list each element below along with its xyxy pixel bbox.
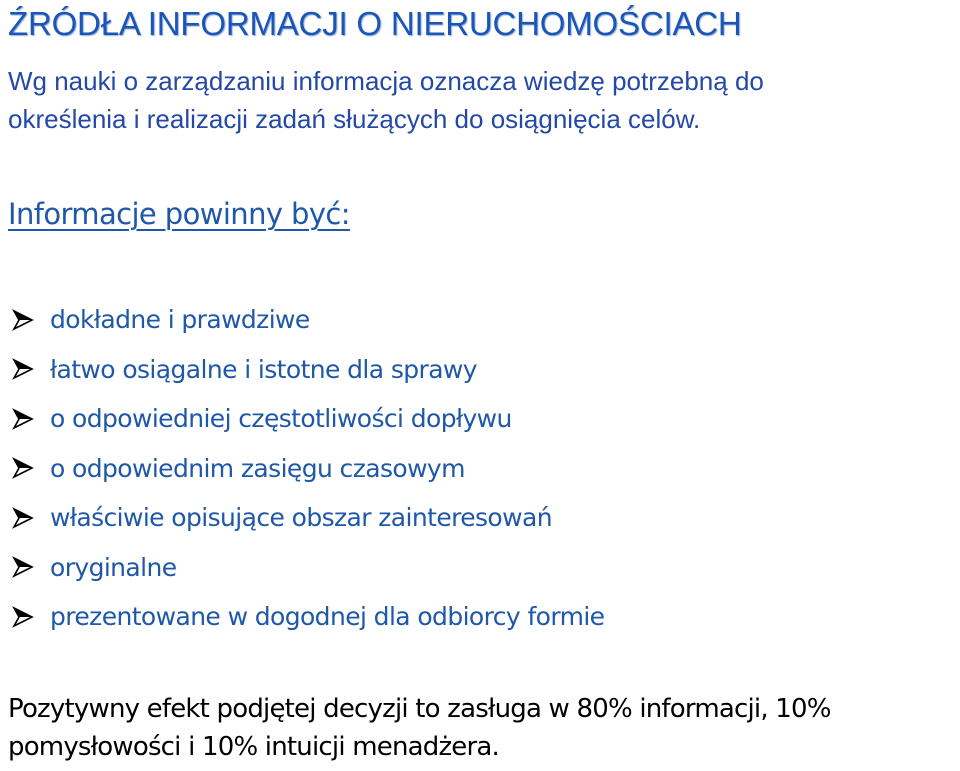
list-item: [0, 592, 604, 642]
list-item: [0, 493, 604, 543]
list-item: [0, 444, 604, 494]
page-title: ŹRÓDŁA INFORMACJI O NIERUCHOMOŚCIACH: [8, 5, 742, 42]
section-heading: Informacje powinny być:: [8, 197, 350, 231]
arrowhead-bullet-icon: [12, 358, 34, 380]
list-item: [0, 543, 604, 593]
arrowhead-bullet-icon: [12, 606, 34, 628]
intro-paragraph: [8, 62, 958, 138]
arrowhead-bullet-icon: [12, 507, 34, 529]
list-item: [0, 394, 604, 444]
list-item-text: o odpowiednim zasięgu czasowym: [50, 453, 465, 483]
arrowhead-bullet-icon: [12, 408, 34, 430]
intro-line: określenia i realizacji zadań służących do osiągnięcia celów.: [8, 104, 701, 134]
arrowhead-bullet-icon: [12, 309, 34, 331]
list-item-text: łatwo osiągalne i istotne dla sprawy: [50, 354, 477, 384]
conclusion-paragraph: [8, 690, 960, 766]
conclusion-line: pomysłowości i 10% intuicji menadżera.: [8, 732, 499, 762]
conclusion-line: Pozytywny efekt podjętej decyzji to zasługa w 80% informacji, 10%: [8, 694, 831, 724]
list-item: [0, 345, 604, 395]
list-item-text: oryginalne: [50, 552, 177, 582]
arrowhead-bullet-icon: [12, 556, 34, 578]
list-item-text: właściwie opisujące obszar zainteresowań: [50, 503, 552, 533]
intro-line: Wg nauki o zarządzaniu informacja oznacza wiedzę potrzebną do: [8, 66, 764, 96]
list-item-text: prezentowane w dogodnej dla odbiorcy formie: [50, 602, 605, 632]
list-item: [0, 295, 604, 345]
requirements-list: [0, 295, 604, 642]
list-item-text: o odpowiedniej częstotliwości dopływu: [50, 404, 512, 434]
list-item-text: dokładne i prawdziwe: [50, 305, 310, 335]
arrowhead-bullet-icon: [12, 457, 34, 479]
